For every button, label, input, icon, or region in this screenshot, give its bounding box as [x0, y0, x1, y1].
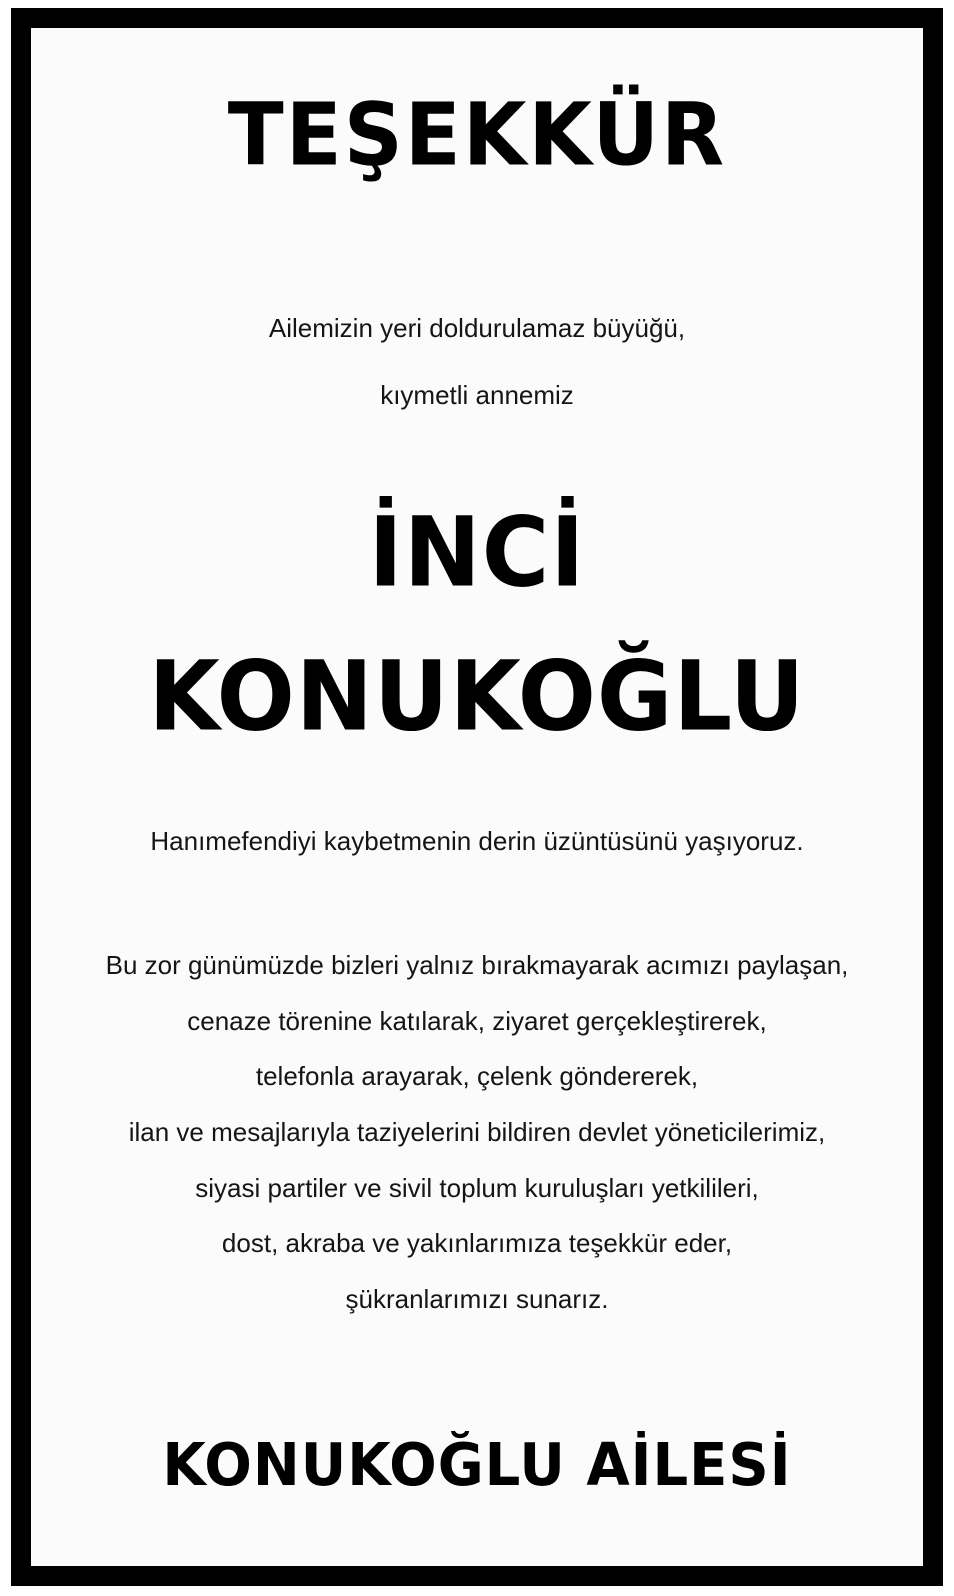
intro-line-1: Ailemizin yeri doldurulamaz büyüğü,	[268, 313, 686, 343]
thanks-line-4: ilan ve mesajlarıyla taziyelerini bildiren devlet yöneticilerimiz,	[128, 1117, 826, 1147]
thanks-line-7: şükranlarımızı sunarız.	[345, 1284, 609, 1314]
notice-frame	[11, 8, 943, 1586]
thanks-line-1: Bu zor günümüzde bizleri yalnız bırakmayarak acımızı paylaşan,	[105, 950, 849, 980]
deceased-first-name: İNCİ	[368, 496, 586, 609]
deceased-last-name: KONUKOĞLU	[148, 640, 806, 753]
thanks-line-5: siyasi partiler ve sivil toplum kuruluşları yetkilileri,	[195, 1173, 759, 1203]
thanks-line-3: telefonla arayarak, çelenk göndererek,	[255, 1061, 699, 1091]
intro-line-2: kıymetli annemiz	[380, 380, 574, 410]
thanks-line-6: dost, akraba ve yakınlarımıza teşekkür eder,	[221, 1228, 733, 1258]
family-signature: KONUKOĞLU AİLESİ	[162, 1431, 792, 1500]
grief-line: Hanımefendiyi kaybetmenin derin üzüntüsünü yaşıyoruz.	[150, 826, 804, 856]
thanks-line-2: cenaze törenine katılarak, ziyaret gerçekleştirerek,	[187, 1006, 767, 1036]
notice-title: TEŞEKKÜR	[227, 85, 727, 186]
